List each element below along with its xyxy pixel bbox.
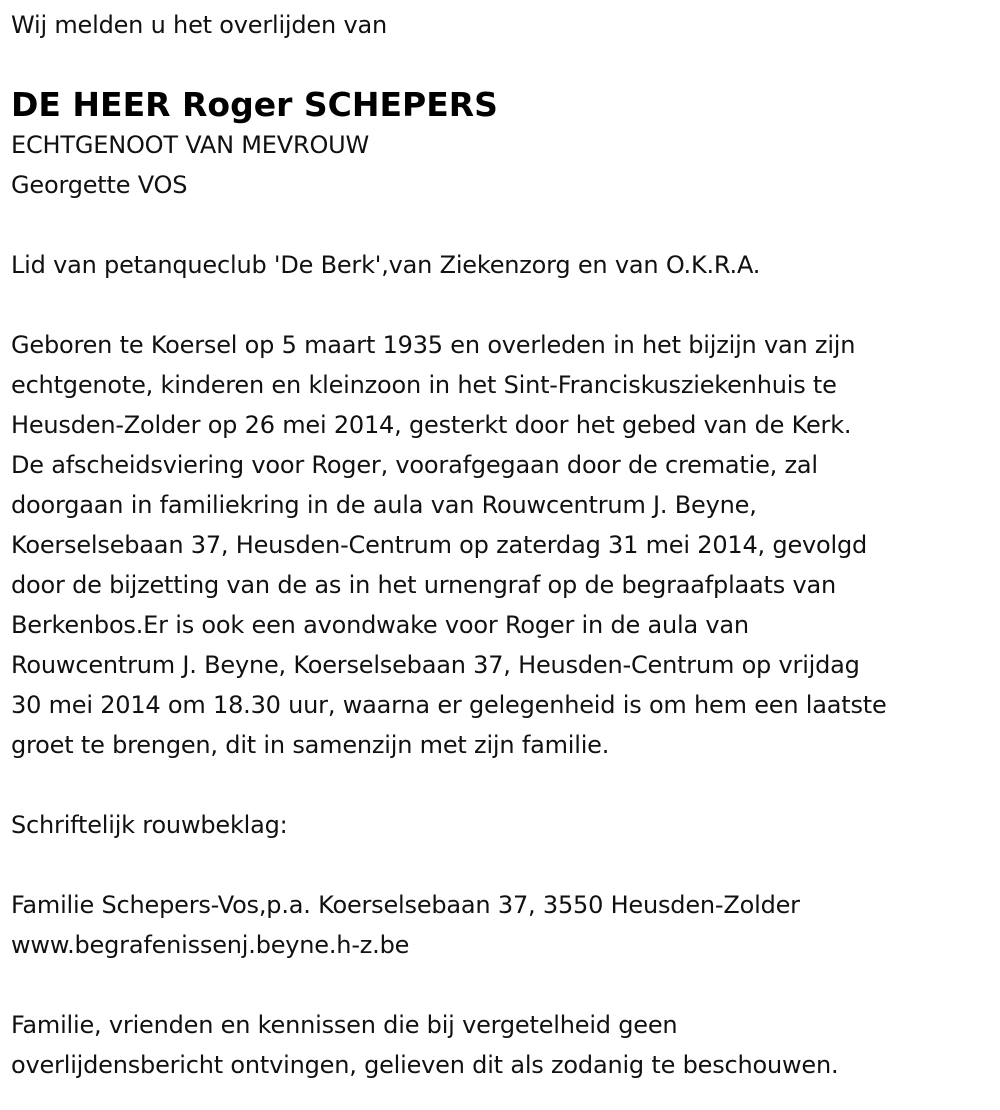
details-line: Koerselsebaan 37, Heusden-Centrum op zaterdag 31 mei 2014, gevolgd: [11, 531, 868, 559]
details-paragraph: [11, 325, 993, 765]
details-line: door de bijzetting van de as in het urnengraf op de begraafplaats van: [11, 571, 837, 599]
details-line: Berkenbos.Er is ook een avondwake voor Roger in de aula van: [11, 611, 749, 639]
spacer: [11, 845, 993, 885]
spacer: [11, 285, 993, 325]
membership-text: Lid van petanqueclub 'De Berk',van Ziekenzorg en van O.K.R.A.: [11, 251, 761, 279]
relation-text: ECHTGENOOT VAN MEVROUW: [11, 131, 370, 159]
spacer: [11, 205, 993, 245]
closing-paragraph: [11, 1005, 993, 1085]
condolence-website-link[interactable]: www.begrafenissenj.beyne.h-z.be: [11, 931, 410, 959]
details-line: Rouwcentrum J. Beyne, Koerselsebaan 37, Heusden-Centrum op vrijdag: [11, 651, 860, 679]
condolence-label: Schriftelijk rouwbeklag:: [11, 811, 288, 839]
details-line: De afscheidsviering voor Roger, voorafgegaan door de crematie, zal: [11, 451, 818, 479]
intro-text: Wij melden u het overlijden van: [11, 11, 387, 39]
spouse-name: Georgette VOS: [11, 171, 188, 199]
details-line: Geboren te Koersel op 5 maart 1935 en overleden in het bijzijn van zijn: [11, 331, 856, 359]
spacer: [11, 765, 993, 805]
deceased-name: DE HEER Roger SCHEPERS: [11, 85, 498, 124]
death-notice: [11, 0, 993, 1085]
condolence-address: Familie Schepers-Vos,p.a. Koerselsebaan 37, 3550 Heusden-Zolder: [11, 891, 800, 919]
details-line: Heusden-Zolder op 26 mei 2014, gesterkt door het gebed van de Kerk.: [11, 411, 852, 439]
details-line: 30 mei 2014 om 18.30 uur, waarna er gelegenheid is om hem een laatste: [11, 691, 887, 719]
details-line: doorgaan in familiekring in de aula van Rouwcentrum J. Beyne,: [11, 491, 757, 519]
spacer: [11, 965, 993, 1005]
closing-line: Familie, vrienden en kennissen die bij vergetelheid geen: [11, 1011, 678, 1039]
details-line: echtgenote, kinderen en kleinzoon in het Sint-Franciskusziekenhuis te: [11, 371, 837, 399]
closing-line: overlijdensbericht ontvingen, gelieven dit als zodanig te beschouwen.: [11, 1051, 839, 1079]
details-line: groet te brengen, dit in samenzijn met zijn familie.: [11, 731, 610, 759]
